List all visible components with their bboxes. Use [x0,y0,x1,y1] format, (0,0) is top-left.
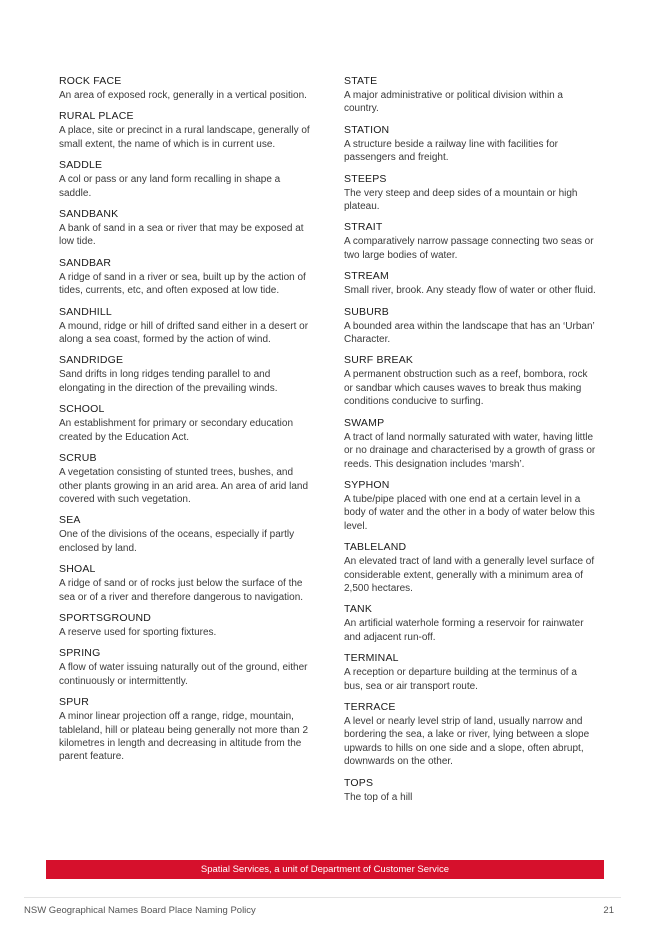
banner-text: Spatial Services, a unit of Department of Customer Service [200,864,450,875]
glossary-term: STATE [344,75,378,87]
glossary-term: STREAM [344,270,389,283]
glossary-definition: Sand drifts in long ridges tending parallel to and elongating in the direction of the prevailing winds. [59,369,278,394]
glossary-term: STEEPS [344,172,387,185]
glossary-entry [344,306,596,347]
glossary-column-left [59,75,311,772]
glossary-definition: An artificial waterhole forming a reservoir for rainwater and adjacent run-off. [344,618,584,643]
glossary-entry [344,75,596,116]
glossary-definition: The top of a hill [344,791,413,803]
glossary-term: SANDRIDGE [59,354,124,367]
glossary-definition: A major administrative or political division within a country. [344,90,563,115]
glossary-term: SPRING [59,647,101,660]
glossary-term: STATION [344,123,390,136]
glossary-entry [344,777,596,804]
glossary-term: ROCK FACE [59,75,122,87]
footer-page-number: 21 [603,905,614,916]
glossary-entry [59,647,311,688]
glossary-term: SYPHON [344,478,390,491]
glossary-entry [344,417,596,471]
glossary-definition: A structure beside a railway line with facilities for passengers and freight. [344,138,558,164]
glossary-entry [344,124,596,165]
glossary-definition: A bank of sand in a sea or river that may be exposed at low tide. [59,223,304,248]
glossary-entry [59,159,311,200]
glossary-entry [59,514,311,555]
glossary-definition: A permanent obstruction such as a reef, bombora, rock or sandbar which causes waves to break thus making conditions conducive to surfing. [344,369,588,408]
footer-divider [24,897,621,898]
glossary-entry [344,479,596,533]
glossary-entry [344,354,596,408]
glossary-term: TERMINAL [344,652,399,665]
glossary-definition: A reception or departure building at the terminus of a bus, sea or air transport route. [344,667,577,692]
glossary-definition: A level or nearly level strip of land, usually narrow and bordering the sea, a lake or river, lying between a slope upwards to hills on one side and a slope, often abrupt, downwards on the other. [344,715,590,768]
glossary-entry [59,110,311,151]
glossary-entry [59,696,311,764]
glossary-definition: A ridge of sand or of rocks just below the surface of the sea or of a river and therefore dangerous to navigation. [59,578,304,603]
glossary-entry [59,75,311,102]
glossary-entry [59,306,311,347]
glossary-definition: A bounded area within the landscape that has an ‘Urban’ Character. [344,320,595,346]
glossary-definition: A col or pass or any land form recalling in shape a saddle. [59,174,281,199]
glossary-definition: A minor linear projection off a range, ridge, mountain, tableland, hill or plateau being generally not more than 2 kilometres in length and decreasing in altitude from the parent feature. [59,711,309,763]
glossary-definition: A place, site or precinct in a rural landscape, generally of small extent, the name of which is in current use. [59,125,310,150]
glossary-definition: A ridge of sand in a river or sea, built up by the action of tides, currents, etc, and often exposed at low tide. [59,271,306,297]
glossary-entry [344,270,596,297]
glossary-term: SANDHILL [59,305,112,318]
glossary-entry [59,354,311,395]
glossary-column-right [344,75,596,812]
glossary-entry [59,208,311,249]
glossary-definition: A vegetation consisting of stunted trees, bushes, and other plants growing in an arid area. An area of arid land covered with such vegetation. [59,467,309,505]
glossary-term: SPORTSGROUND [59,611,152,624]
glossary-term: SURF BREAK [344,354,414,367]
footer-document-title: NSW Geographical Names Board Place Naming Policy [24,905,256,916]
glossary-definition: Small river, brook. Any steady flow of water or other fluid. [344,285,596,297]
glossary-entry [59,257,311,298]
glossary-term: SEA [59,514,81,527]
glossary-definition: A mound, ridge or hill of drifted sand either in a desert or along a sea coast, formed by the action of wind. [59,320,309,346]
glossary-term: TOPS [344,776,374,789]
glossary-term: RURAL PLACE [59,110,134,123]
glossary-definition: A tract of land normally saturated with water, having little or no drainage and characterised by a growth of grass or reeds. This designation includes ‘marsh’. [344,431,596,470]
glossary-definition: A reserve used for sporting fixtures. [59,626,217,638]
glossary-term: SANDBANK [59,208,119,221]
glossary-term: STRAIT [344,221,383,234]
glossary-entry [344,652,596,693]
glossary-entry [344,701,596,769]
glossary-definition: An establishment for primary or secondary education created by the Education Act. [59,418,294,443]
glossary-term: SHOAL [59,563,96,576]
glossary-term: SCRUB [59,452,97,465]
glossary-term: SADDLE [59,159,103,172]
glossary-definition: A flow of water issuing naturally out of the ground, either continuously or intermittently. [59,662,308,687]
glossary-term: SCHOOL [59,403,105,416]
organisation-banner [46,860,604,879]
glossary-entry [59,612,311,639]
glossary-term: SANDBAR [59,256,112,269]
glossary-term: TERRACE [344,700,396,713]
glossary-entry [344,603,596,644]
glossary-term: SWAMP [344,416,385,429]
glossary-definition: A comparatively narrow passage connecting two seas or two large bodies of water. [344,236,594,261]
glossary-definition: An area of exposed rock, generally in a vertical position. [59,90,307,101]
glossary-term: SUBURB [344,305,389,318]
glossary-definition: The very steep and deep sides of a mountain or high plateau. [344,187,578,213]
glossary-definition: A tube/pipe placed with one end at a certain level in a body of water and the other in a body of water below this level. [344,493,595,532]
glossary-entry [344,173,596,214]
glossary-entry [59,452,311,506]
glossary-term: TANK [344,603,373,616]
glossary-entry [59,403,311,444]
glossary-entry [59,563,311,604]
glossary-entry [344,221,596,262]
glossary-term: TABLELAND [344,541,407,554]
glossary-term: SPUR [59,696,89,709]
glossary-definition: One of the divisions of the oceans, especially if partly enclosed by land. [59,529,295,554]
glossary-entry [344,541,596,595]
glossary-definition: An elevated tract of land with a generally level surface of considerable extent, generally with a minimum area of 2,500 hectares. [344,556,595,594]
